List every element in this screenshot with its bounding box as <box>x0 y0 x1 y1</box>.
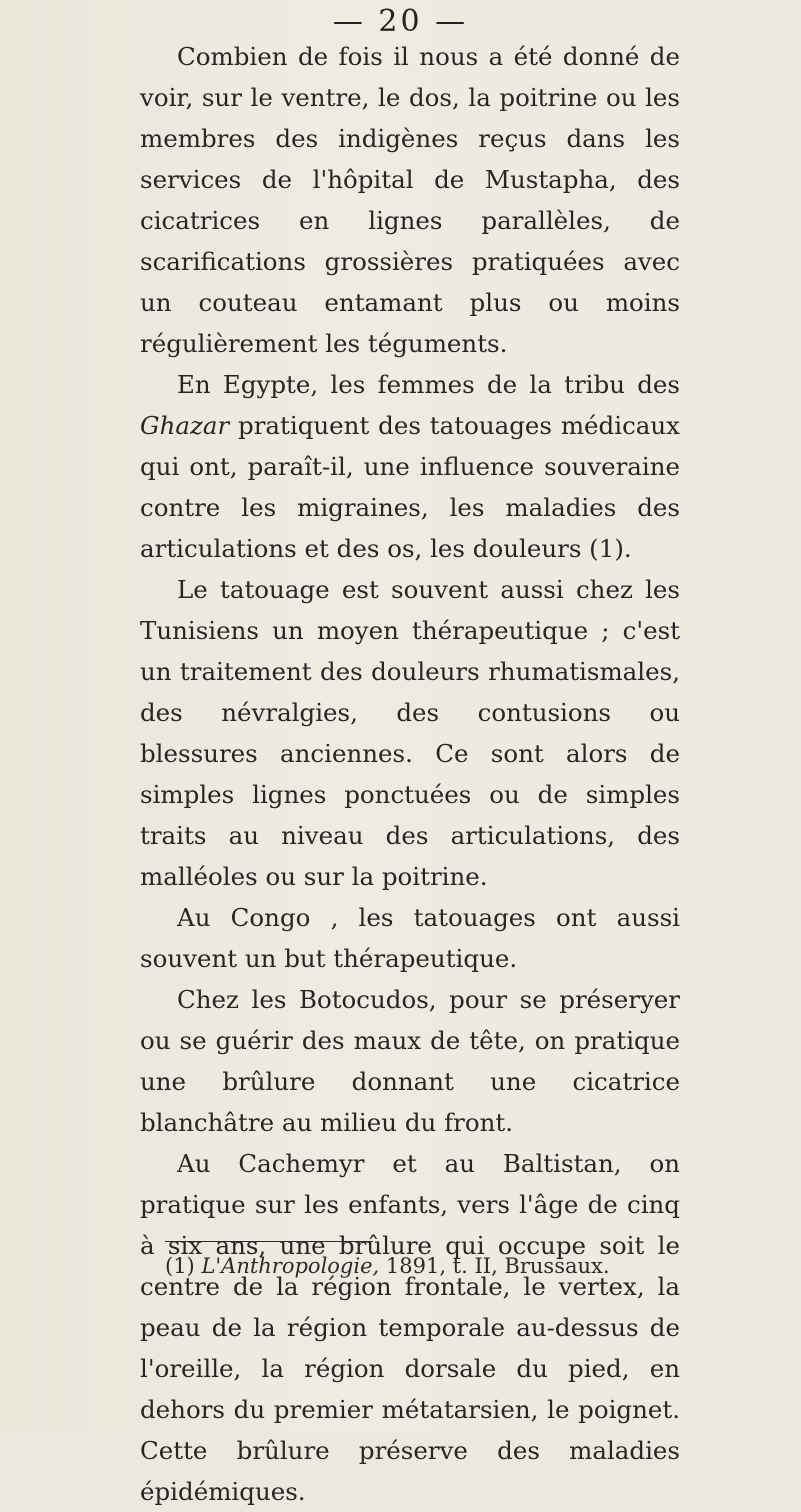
paragraph-cachemyr-burn: Au Cachemyr et au Baltistan, on pratique sur les enfants, vers l'âge de cinq à six ans, une brûlure qui occupe soit le centre de la région frontale, le vertex, la peau de la région temporale au-dessus de l'oreille, la région dorsale du pied, en dehors du premier métatarsien, le poignet. Cette brûlure préserve des maladies épidémiques. <box>140 1149 680 1506</box>
footnote-divider <box>165 1241 373 1242</box>
paragraph-congo-tattoos: Au Congo , les tatouages ont aussi souvent un but thérapeutique. <box>140 903 680 973</box>
footnote <box>165 1248 725 1284</box>
footnote-title: L'Anthropologie, <box>201 1254 380 1278</box>
paragraph-egypt-text-end: pratiquent des tatouages médicaux qui ont, paraît-il, une influence souveraine contre les migraines, les maladies des articulations et des os, les douleurs (1). <box>140 411 680 563</box>
paragraph-egypt-tattoos <box>140 364 680 569</box>
paragraph-botocudos-burn: Chez les Botocudos, pour se préseryer ou se guérir des maux de tête, on pratique une brûlure donnant une cicatrice blanchâtre au milieu du front. <box>140 985 680 1137</box>
paragraph-mustapha-scars: Combien de fois il nous a été donné de voir, sur le ventre, le dos, la poitrine ou les membres des indigènes reçus dans les services de l'hôpital de Mustapha, des cicatrices en lignes parallèles, de scarifications grossières pratiquées avec un couteau entamant plus ou moins régulièrement les téguments. <box>140 42 680 358</box>
body-text <box>140 36 680 1512</box>
footnote-marker: (1) <box>165 1254 195 1278</box>
tribe-name-italic: Ghazar <box>140 411 230 440</box>
paragraph-egypt-text-start: En Egypte, les femmes de la tribu des <box>177 370 680 399</box>
paragraph-tunisia-tattoos: Le tatouage est souvent aussi chez les Tunisiens un moyen thérapeutique ; c'est un traitement des douleurs rhumatismales, des névralgies, des contusions ou blessures anciennes. Ce sont alors de simples lignes ponctuées ou de simples traits au niveau des articulations, des malléoles ou sur la poitrine. <box>140 575 680 891</box>
footnote-details: 1891, t. II, Brussaux. <box>385 1254 610 1278</box>
page-number: — 20 — <box>332 4 469 39</box>
